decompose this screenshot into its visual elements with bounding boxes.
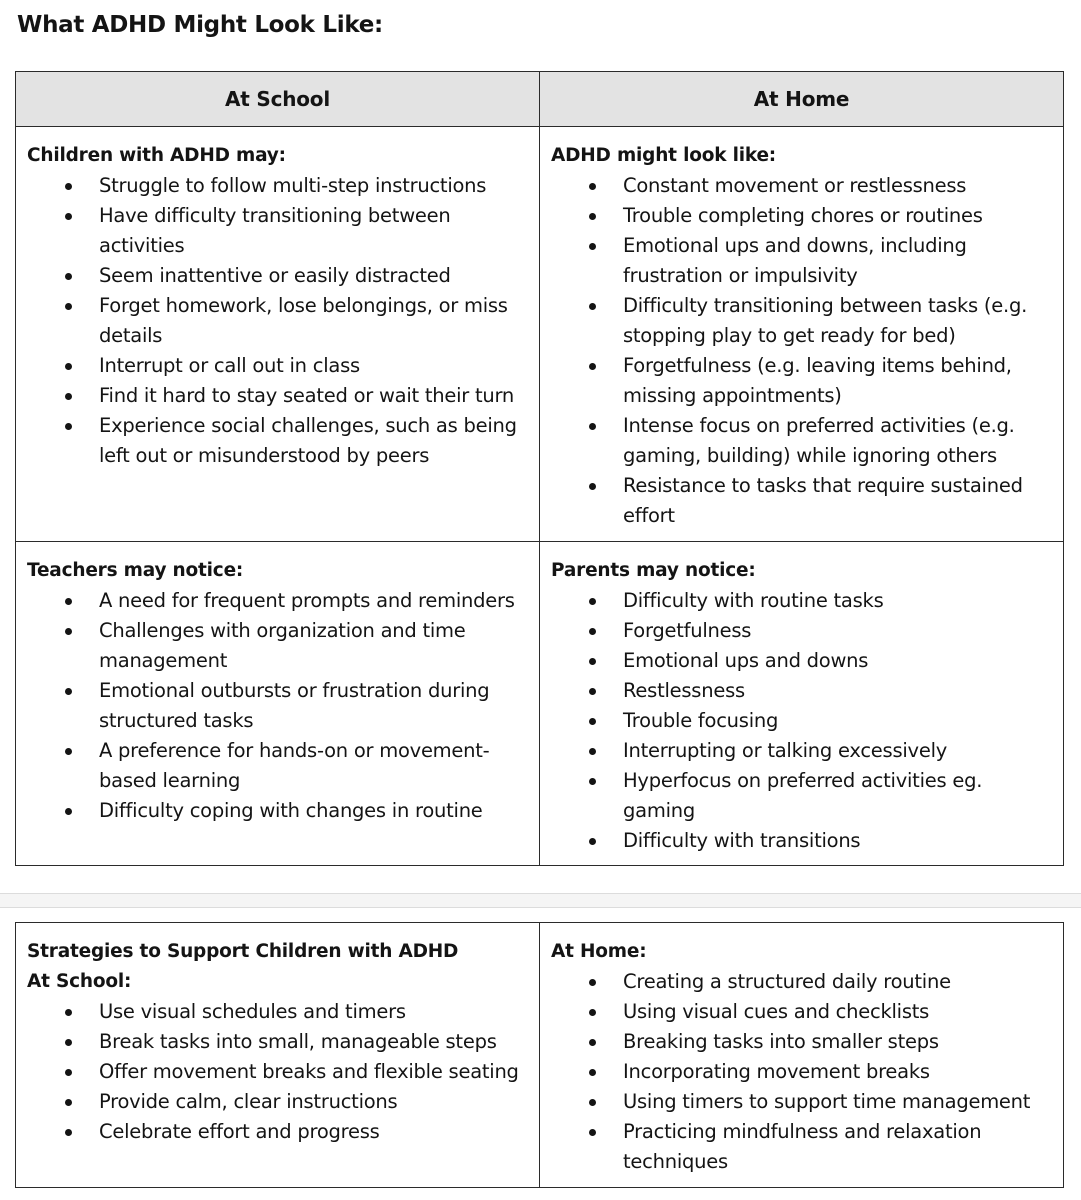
- list-item: [27, 736, 533, 796]
- section-heading: At Home:: [551, 941, 647, 962]
- list-item-text: Difficulty coping with changes in routine: [99, 799, 483, 822]
- list-item-text: Emotional ups and downs: [623, 649, 869, 672]
- adhd-signs-table: [15, 71, 1064, 866]
- list-item: [551, 411, 1057, 471]
- list-item-text: Using visual cues and checklists: [623, 1000, 930, 1023]
- list-item: [551, 616, 1057, 646]
- list-item-text: Seem inattentive or easily distracted: [99, 264, 451, 287]
- home-look-like-cell: [540, 127, 1064, 542]
- list-item: [27, 291, 533, 351]
- bullet-icon: [65, 363, 72, 370]
- list-item-text: Interrupt or call out in class: [99, 354, 360, 377]
- list-item: [551, 1027, 1057, 1057]
- list-item: [27, 1117, 533, 1147]
- list-item: [551, 826, 1057, 856]
- list-item: [27, 997, 533, 1027]
- strategies-home-cell: [540, 923, 1064, 1188]
- list-item-text: Hyperfocus on preferred activities eg. gaming: [623, 769, 983, 822]
- list-item-text: Difficulty with transitions: [623, 829, 861, 852]
- list-item-text: Find it hard to stay seated or wait their turn: [99, 384, 515, 407]
- list-item: [551, 471, 1057, 531]
- list-item-text: Breaking tasks into smaller steps: [623, 1030, 939, 1053]
- list-item-text: Have difficulty transitioning between activities: [99, 204, 451, 257]
- list-item: [551, 676, 1057, 706]
- section-heading: ADHD might look like:: [551, 145, 777, 166]
- bullet-icon: [589, 748, 596, 755]
- header-row: [16, 72, 1064, 127]
- children-may-cell: [16, 127, 540, 542]
- bullet-icon: [589, 1009, 596, 1016]
- list-item-text: Emotional outbursts or frustration during structured tasks: [99, 679, 490, 732]
- list-item-text: Forgetfulness (e.g. leaving items behind, missing appointments): [623, 354, 1012, 407]
- bullet-list: [551, 586, 1057, 856]
- list-item: [27, 411, 533, 471]
- list-item: [27, 616, 533, 676]
- list-item-text: Break tasks into small, manageable steps: [99, 1030, 497, 1053]
- list-item-text: Intense focus on preferred activities (e.g. gaming, building) while ignoring others: [623, 414, 1015, 467]
- list-item: [551, 646, 1057, 676]
- bullet-icon: [589, 363, 596, 370]
- header-at-school: At School: [16, 72, 540, 127]
- strategies-table: [15, 922, 1064, 1188]
- list-item-text: Practicing mindfulness and relaxation techniques: [623, 1120, 982, 1173]
- list-item: [27, 1087, 533, 1117]
- table-row: [16, 542, 1064, 866]
- list-item: [551, 736, 1057, 766]
- bullet-list: [27, 171, 533, 471]
- list-item-text: Forget homework, lose belongings, or miss details: [99, 294, 508, 347]
- list-item: [551, 967, 1057, 997]
- list-item-text: Difficulty transitioning between tasks (e.g. stopping play to get ready for bed): [623, 294, 1028, 347]
- table-row: [16, 923, 1064, 1188]
- list-item-text: Experience social challenges, such as being left out or misunderstood by peers: [99, 414, 517, 467]
- list-item-text: Interrupting or talking excessively: [623, 739, 948, 762]
- bullet-icon: [589, 718, 596, 725]
- header-at-home: At Home: [540, 72, 1064, 127]
- bullet-icon: [65, 1129, 72, 1136]
- teachers-notice-cell: [16, 542, 540, 866]
- bullet-icon: [589, 658, 596, 665]
- bullet-icon: [589, 979, 596, 986]
- bullet-icon: [65, 688, 72, 695]
- list-item-text: Provide calm, clear instructions: [99, 1090, 398, 1113]
- bullet-icon: [65, 393, 72, 400]
- bullet-icon: [65, 808, 72, 815]
- list-item-text: Trouble focusing: [623, 709, 779, 732]
- bullet-icon: [65, 628, 72, 635]
- bullet-icon: [65, 423, 72, 430]
- bullet-icon: [589, 303, 596, 310]
- list-item: [551, 997, 1057, 1027]
- list-item-text: Using timers to support time management: [623, 1090, 1031, 1113]
- bullet-list: [551, 967, 1057, 1177]
- bullet-icon: [65, 273, 72, 280]
- list-item-text: Restlessness: [623, 679, 745, 702]
- list-item-text: Celebrate effort and progress: [99, 1120, 380, 1143]
- list-item-text: Incorporating movement breaks: [623, 1060, 930, 1083]
- bullet-list: [27, 586, 533, 826]
- page-separator: [0, 893, 1081, 908]
- section-subheading: At School:: [27, 971, 132, 992]
- list-item-text: A need for frequent prompts and reminders: [99, 589, 515, 612]
- section-heading: Children with ADHD may:: [27, 145, 286, 166]
- list-item: [27, 1027, 533, 1057]
- list-item: [27, 351, 533, 381]
- bullet-icon: [65, 1069, 72, 1076]
- bullet-icon: [589, 183, 596, 190]
- list-item-text: Constant movement or restlessness: [623, 174, 967, 197]
- list-item: [551, 1117, 1057, 1177]
- bullet-icon: [589, 1069, 596, 1076]
- list-item: [27, 171, 533, 201]
- list-item: [551, 291, 1057, 351]
- list-item: [27, 381, 533, 411]
- list-item-text: Resistance to tasks that require sustained effort: [623, 474, 1023, 527]
- bullet-icon: [65, 598, 72, 605]
- bullet-icon: [589, 243, 596, 250]
- parents-notice-cell: [540, 542, 1064, 866]
- bullet-list: [27, 997, 533, 1147]
- list-item: [551, 1057, 1057, 1087]
- list-item-text: Trouble completing chores or routines: [623, 204, 983, 227]
- list-item-text: Creating a structured daily routine: [623, 970, 951, 993]
- list-item-text: Challenges with organization and time management: [99, 619, 466, 672]
- list-item-text: A preference for hands-on or movement-based learning: [99, 739, 490, 792]
- list-item: [27, 201, 533, 261]
- list-item: [551, 351, 1057, 411]
- list-item: [551, 706, 1057, 736]
- list-item-text: Struggle to follow multi-step instructions: [99, 174, 487, 197]
- bullet-icon: [65, 1039, 72, 1046]
- bullet-icon: [589, 1129, 596, 1136]
- bullet-icon: [65, 213, 72, 220]
- list-item: [27, 586, 533, 616]
- bullet-icon: [589, 598, 596, 605]
- bullet-icon: [589, 778, 596, 785]
- bullet-icon: [65, 303, 72, 310]
- bullet-icon: [589, 1099, 596, 1106]
- bullet-icon: [589, 628, 596, 635]
- list-item: [551, 1087, 1057, 1117]
- list-item: [551, 171, 1057, 201]
- list-item-text: Difficulty with routine tasks: [623, 589, 884, 612]
- list-item: [551, 201, 1057, 231]
- bullet-icon: [65, 748, 72, 755]
- list-item: [27, 1057, 533, 1087]
- bullet-icon: [589, 688, 596, 695]
- section-heading: Parents may notice:: [551, 560, 756, 581]
- document-title: What ADHD Might Look Like:: [17, 12, 383, 38]
- list-item: [27, 676, 533, 736]
- bullet-icon: [589, 838, 596, 845]
- bullet-icon: [589, 483, 596, 490]
- list-item: [551, 586, 1057, 616]
- list-item-text: Forgetfulness: [623, 619, 752, 642]
- bullet-icon: [589, 213, 596, 220]
- bullet-icon: [589, 423, 596, 430]
- section-heading: Strategies to Support Children with ADHD: [27, 941, 459, 962]
- bullet-icon: [65, 1009, 72, 1016]
- bullet-list: [551, 171, 1057, 531]
- bullet-icon: [65, 183, 72, 190]
- list-item: [27, 796, 533, 826]
- list-item: [551, 766, 1057, 826]
- strategies-school-cell: [16, 923, 540, 1188]
- bullet-icon: [589, 1039, 596, 1046]
- list-item-text: Offer movement breaks and flexible seating: [99, 1060, 519, 1083]
- bullet-icon: [65, 1099, 72, 1106]
- list-item: [27, 261, 533, 291]
- list-item-text: Emotional ups and downs, including frustration or impulsivity: [623, 234, 967, 287]
- list-item-text: Use visual schedules and timers: [99, 1000, 406, 1023]
- list-item: [551, 231, 1057, 291]
- section-heading: Teachers may notice:: [27, 560, 244, 581]
- table-row: [16, 127, 1064, 542]
